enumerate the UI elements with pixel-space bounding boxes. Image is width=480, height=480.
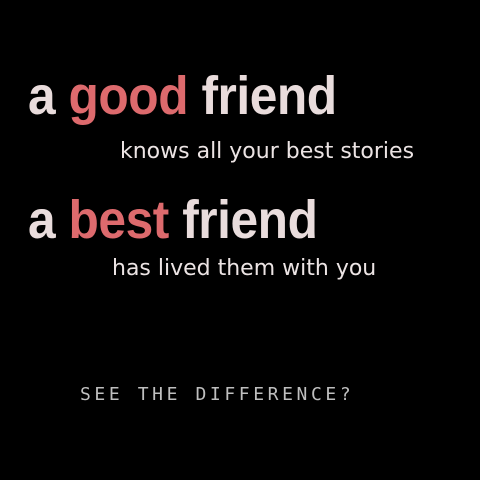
headline-2-highlight: best <box>68 190 169 250</box>
difference-question: SEE THE DIFFERENCE? <box>80 384 355 405</box>
headline-2-prefix: a <box>28 190 56 250</box>
headline-2-suffix: friend <box>182 190 318 250</box>
headline-1-highlight: good <box>68 66 189 126</box>
subline-best-friend: has lived them with you <box>112 256 377 281</box>
headline-1-suffix: friend <box>201 66 337 126</box>
headline-best-friend <box>28 190 318 250</box>
headline-1-prefix: a <box>28 66 56 126</box>
headline-good-friend <box>28 66 337 126</box>
subline-good-friend: knows all your best stories <box>120 139 415 164</box>
